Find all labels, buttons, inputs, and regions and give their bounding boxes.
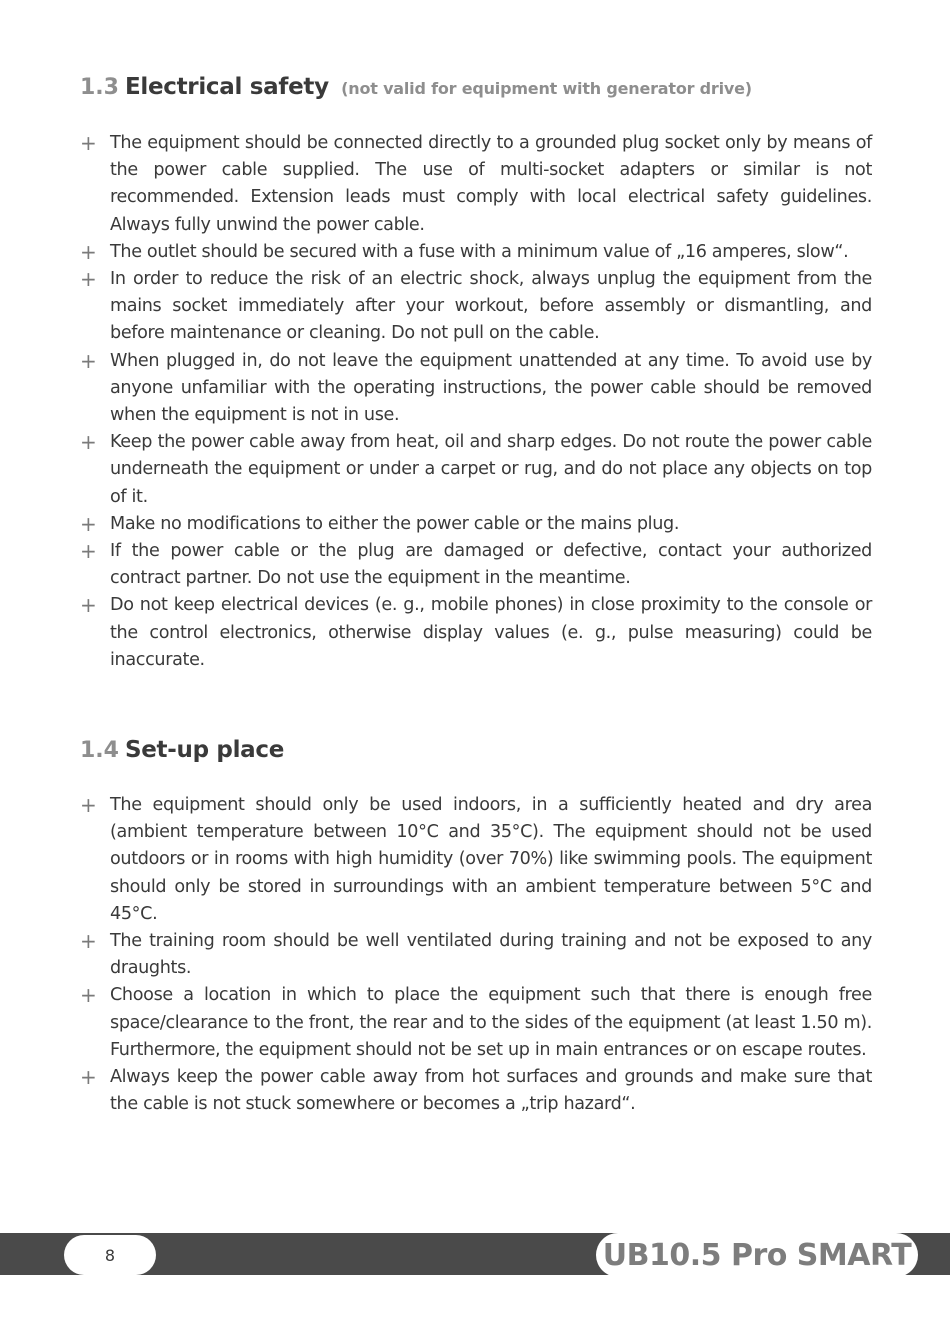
model-name: UB10.5 Pro SMART (602, 1237, 912, 1273)
list-item-text: The equipment should only be used indoors, in a sufficiently heated and dry area (ambient temperature between 10°C and 35°C). The equipment should not be used outdoors or in rooms with high humidity (over 70%) like swimming pools. The equipment should only be stored in surroundings with an ambient temperature between 5°C and 45°C. (110, 795, 872, 924)
list-item (80, 538, 872, 592)
plus-bullet-icon: + (80, 929, 97, 954)
list-item-text: The equipment should be connected directly to a grounded plug socket only by means of the power cable supplied. The use of multi-socket adapters or similar is not recommended. Extension leads must comply with local electrical safety guidelines. Always fully unwind the power cable. (110, 133, 872, 235)
plus-bullet-icon: + (80, 430, 97, 455)
list-item-text: Make no modifications to either the power cable or the mains plug. (110, 513, 680, 534)
plus-bullet-icon: + (80, 348, 97, 373)
section-note: (not valid for equipment with generator drive) (341, 79, 752, 98)
list-item (80, 239, 872, 266)
plus-bullet-icon: + (80, 983, 97, 1008)
section-number: 1.3 (80, 75, 119, 100)
section-title: Set-up place (124, 737, 285, 763)
list-item-text: In order to reduce the risk of an electric shock, always unplug the equipment from the mains socket immediately after your workout, before assembly or dismantling, and before maintenance or cleaning. Do not pull on the cable. (110, 269, 872, 344)
section-heading-set-up-place (80, 735, 284, 763)
list-item-text: Choose a location in which to place the equipment such that there is enough free space/clearance to the front, the rear and to the sides of the equipment (at least 1.50 m). Furthermore, the equipment should not be set up in main entrances or on escape routes. (110, 985, 872, 1060)
plus-bullet-icon: + (80, 239, 97, 264)
list-item (80, 982, 872, 1064)
section-number: 1.4 (80, 738, 119, 763)
list-item-text: The training room should be well ventilated during training and not be exposed to any draughts. (110, 931, 872, 979)
list-item-text: Keep the power cable away from heat, oil and sharp edges. Do not route the power cable underneath the equipment or under a carpet or rug, and do not place any objects on top of it. (110, 432, 872, 507)
list-item (80, 348, 872, 430)
electrical-safety-list (80, 130, 872, 674)
list-item-text: The outlet should be secured with a fuse with a minimum value of „16 amperes, slow“. (110, 241, 849, 262)
plus-bullet-icon: + (80, 593, 97, 618)
list-item (80, 130, 872, 239)
list-item-text: Do not keep electrical devices (e. g., mobile phones) in close proximity to the console or the control electronics, otherwise display values (e. g., pulse measuring) could be inaccurate. (110, 595, 872, 670)
list-item (80, 429, 872, 511)
list-item (80, 928, 872, 982)
section-heading-electrical-safety (80, 72, 752, 100)
list-item (80, 1064, 872, 1118)
model-name-badge (596, 1233, 918, 1277)
list-item (80, 266, 872, 348)
list-item-text: If the power cable or the plug are damaged or defective, contact your authorized contract partner. Do not use the equipment in the meantime. (110, 541, 872, 589)
list-item (80, 792, 872, 928)
list-item (80, 511, 872, 538)
plus-bullet-icon: + (80, 793, 97, 817)
plus-bullet-icon: + (80, 131, 97, 155)
list-item-text: Always keep the power cable away from hot surfaces and grounds and make sure that the cable is not stuck somewhere or becomes a „trip hazard“. (110, 1067, 872, 1115)
page-number-badge (64, 1235, 156, 1275)
plus-bullet-icon: + (80, 1065, 97, 1090)
plus-bullet-icon: + (80, 267, 97, 292)
plus-bullet-icon: + (80, 511, 97, 536)
set-up-place-list (80, 792, 872, 1118)
list-item (80, 592, 872, 674)
list-item-text: When plugged in, do not leave the equipment unattended at any time. To avoid use by anyone unfamiliar with the operating instructions, the power cable should be removed when the equipment is not in use. (110, 350, 872, 426)
section-title: Electrical safety (124, 74, 329, 100)
page-number: 8 (104, 1245, 116, 1265)
plus-bullet-icon: + (80, 539, 97, 564)
